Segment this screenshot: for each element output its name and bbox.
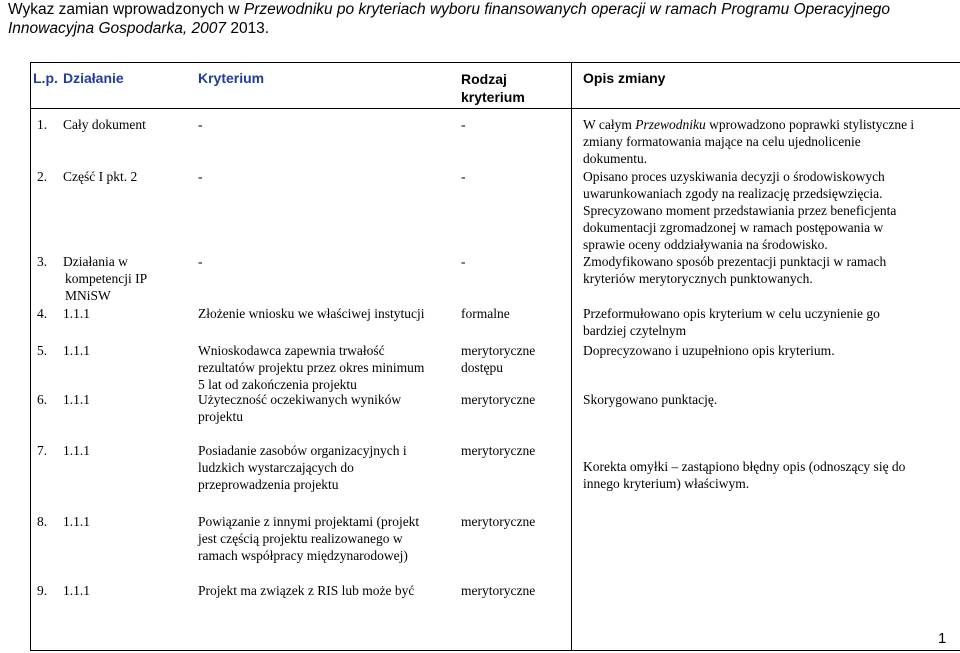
table-top-border [30,62,960,63]
cell-lp: 9. [37,583,48,598]
header-rodzaj [461,70,525,106]
cell-rodzaj [461,168,466,185]
cell-kryterium-line: Projekt ma związek z RIS lub może być [198,583,415,598]
cell-kryterium [198,442,407,493]
cell-kryterium-line: ludzkich wystarczających do [198,460,354,475]
cell-kryterium [198,116,203,133]
cell-dzialanie-line: kompetencji IP [65,271,148,286]
cell-opis-line: Sprecyzowano moment przedstawiania przez beneficjenta [583,203,897,218]
document-title [8,0,948,38]
cell-opis-line: dokumentu. [583,151,648,166]
cell-rodzaj [461,305,510,322]
header-lp: L.p. [33,70,58,86]
cell-dzialanie-line: 1.1.1 [63,443,90,458]
cell-rodzaj [461,253,466,270]
cell-kryterium-line: Powiązanie z innymi projektami (projekt [198,514,420,529]
cell-lp: 4. [37,306,48,321]
cell-rodzaj-line: formalne [461,306,510,321]
cell-opis-line: uwarunkowaniach zgody na realizację przedsięwzięcia. [583,186,883,201]
cell-kryterium-line: - [198,254,203,269]
cell-dzialanie [63,391,90,408]
cell-lp: 3. [37,254,48,269]
header-rodzaj-line-1: Rodzaj [461,71,507,87]
cell-dzialanie-line: 1.1.1 [63,306,90,321]
cell-opis [583,168,896,253]
cell-dzialanie [63,305,90,322]
cell-dzialanie [63,342,90,359]
cell-kryterium [198,253,203,270]
cell-opis [583,305,880,339]
opis-suffix: wprowadzono poprawki stylistyczne i [705,117,915,132]
cell-kryterium-line: Użyteczność oczekiwanych wyników [198,392,402,407]
cell-opis-line: zmiany formatowania mające na celu ujednolicenie [583,134,861,149]
cell-rodzaj-line: - [461,169,466,184]
cell-rodzaj [461,442,535,459]
cell-dzialanie-line: Cały dokument [63,117,146,132]
cell-opis [583,391,717,408]
cell-rodzaj [461,342,535,376]
cell-opis-line: bardziej czytelnym [583,323,687,338]
cell-dzialanie [63,582,90,599]
cell-rodzaj-line: dostępu [461,360,503,375]
cell-rodzaj-line: merytoryczne [461,583,536,598]
cell-opis-line: sprawie oceny oddziaływania na środowisko. [583,237,828,252]
cell-dzialanie-line: 1.1.1 [63,583,90,598]
cell-kryterium-line: jest częścią projektu realizowanego w [198,531,403,546]
cell-kryterium-line: 5 lat od zakończenia projektu [198,377,357,392]
cell-rodzaj-line: merytoryczne [461,343,536,358]
table-bottom-border [30,650,960,651]
cell-opis [583,458,905,492]
cell-opis [583,253,886,287]
cell-kryterium-line: Posiadanie zasobów organizacyjnych i [198,443,407,458]
cell-dzialanie-line: 1.1.1 [63,343,90,358]
cell-lp: 2. [37,169,48,184]
header-dzialanie: Działanie [63,70,124,86]
cell-dzialanie-line: Część I pkt. 2 [63,169,138,184]
cell-kryterium-line: Wnioskodawca zapewnia trwałość [198,343,385,358]
page-number: 1 [938,630,947,647]
cell-opis-line: Opisano proces uzyskiwania decyzji o środowiskowych [583,169,885,184]
cell-opis-line: kryteriów merytorycznych punktowanych. [583,271,813,286]
cell-rodzaj [461,391,535,408]
title-part-1: Wykaz zamian wprowadzonych w [8,1,244,18]
cell-kryterium [198,168,203,185]
cell-rodzaj-line: merytoryczne [461,514,536,529]
cell-kryterium-line: Złożenie wniosku we właściwej instytucji [198,306,425,321]
header-opis: Opis zmiany [583,70,666,86]
cell-lp: 6. [37,392,48,407]
cell-dzialanie-line: 1.1.1 [63,392,90,407]
header-bottom-border [30,108,960,109]
header-rodzaj-line-2: kryterium [461,89,525,105]
cell-opis [583,116,914,167]
cell-kryterium-line: przeprowadzenia projektu [198,477,339,492]
cell-dzialanie [63,513,90,530]
cell-lp: 5. [37,343,48,358]
cell-opis-line: dokumentacji zgromadzonej w ramach postępowania w [583,220,884,235]
cell-lp: 1. [37,117,48,132]
cell-kryterium-line: ramach współpracy międzynarodowej) [198,548,408,563]
cell-rodzaj-line: merytoryczne [461,443,536,458]
cell-kryterium [198,305,424,322]
cell-kryterium-line: rezultatów projektu przez okres minimum [198,360,425,375]
cell-kryterium-line: - [198,117,203,132]
cell-kryterium [198,513,419,564]
cell-lp: 8. [37,514,48,529]
cell-opis-line: Zmodyfikowano sposób prezentacji punktacji w ramach [583,254,887,269]
cell-rodzaj [461,513,535,530]
col-border-opis [571,62,572,651]
header-kryterium: Kryterium [198,70,265,86]
cell-lp: 7. [37,443,48,458]
opis-italic: Przewodniku [635,117,706,132]
cell-kryterium [198,582,414,599]
cell-dzialanie-line: MNiSW [65,288,111,303]
cell-dzialanie-line: 1.1.1 [63,514,90,529]
col-border-0 [30,62,31,651]
cell-rodzaj-line: - [461,254,466,269]
cell-dzialanie [63,116,146,133]
opis-prefix: W całym [583,117,636,132]
title-italic: Przewodniku po kryteriach wyboru finansowanych operacji w ramach Programu Operacyjnego Innowacyjna Gospodarka, 2007 [8,1,891,37]
cell-kryterium-line: projektu [198,409,243,424]
cell-rodzaj [461,582,535,599]
cell-rodzaj-line: - [461,117,466,132]
cell-rodzaj [461,116,466,133]
cell-opis-line: Doprecyzowano i uzupełniono opis kryterium. [583,343,835,358]
cell-opis [583,342,835,359]
cell-opis-line [583,116,914,133]
cell-dzialanie [63,442,90,459]
title-part-2: 2013. [226,20,270,37]
cell-dzialanie [37,253,147,304]
cell-opis-line: Skorygowano punktację. [583,392,718,407]
cell-dzialanie [63,168,137,185]
cell-kryterium-line: - [198,169,203,184]
cell-opis-line: Korekta omyłki – zastąpiono błędny opis (odnoszący się do [583,459,906,474]
cell-opis-line: Przeformułowano opis kryterium w celu uczynienie go [583,306,880,321]
cell-dzialanie-line: Działania w [63,254,128,269]
cell-rodzaj-line: merytoryczne [461,392,536,407]
cell-opis-line: innego kryterium) właściwym. [583,476,750,491]
cell-kryterium [198,391,401,425]
